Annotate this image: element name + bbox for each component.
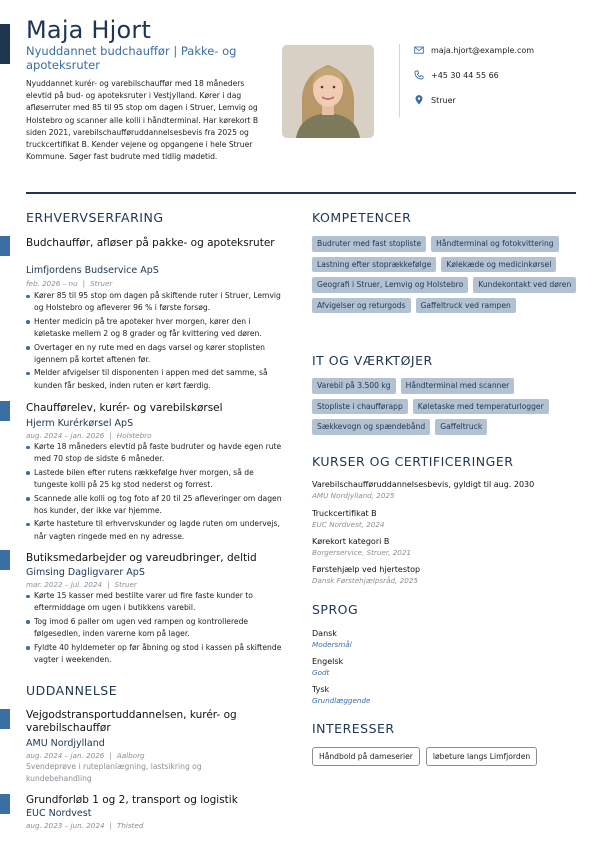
job-title: Budchauffør, afløser på pakke- og apoteksruter [26,237,275,249]
tool-tag: Stopliste i chaufførapp [312,399,408,415]
job-marker [0,550,10,570]
education-dates: aug. 2023 – jun. 2024 [26,821,105,830]
portrait-illustration [282,45,374,138]
course-meta: AMU Nordjylland, 2025 [312,491,395,500]
list-item: Kørte hasteture til erhvervskunder og lagde ruten om undervejs, når vagten ringede med en ny adresse. [26,518,284,543]
job-location: Holstebro [116,431,152,440]
skill-tag: Kølekæde og medicinkørsel [441,257,556,273]
job-dates: aug. 2024 – jan. 2026 [26,431,105,440]
map-pin-icon [414,95,424,105]
job-bullets [26,290,284,393]
section-title-education: UDDANNELSE [26,683,118,698]
education-school: AMU Nordjylland [26,738,105,749]
skill-tag: Kundekontakt ved døren [473,277,576,293]
interests-list [312,747,537,766]
tool-tag: Sækkevogn og spændebånd [312,419,430,435]
candidate-name: Maja Hjort [26,16,152,44]
section-title-tools: IT OG VÆRKTØJER [312,353,433,368]
education-school: EUC Nordvest [26,808,92,819]
job-dates: feb. 2026 – nu [26,279,78,288]
job-company: Hjerm Kurérkørsel ApS [26,418,134,429]
job-marker [0,236,10,256]
list-item: Kørte 18 måneders elevtid på faste budruter og havde egen rute med 70 stop de sidste 6 måneder. [26,441,284,466]
education-meta: aug. 2023 – jun. 2024 | Thisted [26,821,144,830]
contact-email[interactable] [414,45,534,55]
education-location: Thisted [116,821,144,830]
education-description: Svendeprøve i ruteplanlægning, lastsikring og kundebehandling [26,762,202,783]
candidate-headline: Nyuddannet budchauffør | Pakke- og apoteksruter [26,44,237,72]
job-title: Chaufførelev, kurér- og varebilskørsel [26,402,223,414]
course-item [312,508,574,530]
education-title: Vejgodstransportuddannelsen, kurér- og varebilschauffør [26,709,237,734]
job-dates: mar. 2022 – jul. 2024 [26,580,103,589]
skill-tag: Håndterminal og fotokvittering [431,236,558,252]
tool-tag: Køletaske med temperaturlogger [413,399,549,415]
course-meta: Dansk Førstehjælpsråd, 2025 [312,576,418,585]
job-location: Struer [114,580,137,589]
header-divider [26,192,576,194]
job-marker [0,401,10,421]
job-bullets [26,590,284,667]
list-item: Kørte 15 kasser med bestilte varer ud fire faste kunder to eftermiddage om ugen i butikkens varebil. [26,590,284,615]
interest-tag: løbeture langs Limfjorden [426,747,537,766]
language-item [312,684,370,706]
course-name: Varebilschaufføruddannelsesbevis, gyldigt til aug. 2030 [312,480,535,489]
header-accent-bar [0,24,10,64]
course-name: Truckcertifikat B [312,509,377,518]
course-meta: Borgerservice, Struer, 2021 [312,548,412,557]
list-item: Kører 85 til 95 stop om dagen på skiftende ruter i Struer, Lemvig og Holstebro og afleverer 96 % i første forsøg. [26,290,284,315]
language-item [312,628,352,650]
phone-icon [414,70,424,80]
course-name: Førstehjælp ved hjertestop [312,565,421,574]
tool-tag: Håndterminal med scanner [401,378,515,394]
education-dates: aug. 2024 – jan. 2026 [26,751,105,760]
section-title-courses: KURSER OG CERTIFICERINGER [312,454,514,469]
section-title-interests: INTERESSER [312,721,395,736]
language-level: Godt [312,668,330,677]
job-bullets [26,441,284,544]
email-text: maja.hjort@example.com [431,45,535,55]
contact-phone[interactable] [414,70,499,80]
skill-tag: Budruter med fast stopliste [312,236,426,252]
section-title-languages: SPROG [312,602,359,617]
language-item [312,656,343,678]
tools-tags [312,378,580,435]
education-location: Aalborg [116,751,145,760]
interest-tag: Håndbold på dameserier [312,747,420,766]
language-name: Tysk [312,685,330,694]
tool-tag: Varebil på 3.500 kg [312,378,396,394]
language-name: Dansk [312,629,337,638]
course-item [312,536,574,558]
skill-tag: Afvigelser og returgods [312,298,411,314]
job-location: Struer [90,279,113,288]
language-name: Engelsk [312,657,344,666]
list-item: Lastede bilen efter rutens rækkefølge hver morgen, så de tungeste kolli på 25 kg stod nederst og forrest. [26,467,284,492]
tool-tag: Gaffeltruck [435,419,487,435]
envelope-icon [414,45,424,55]
language-level: Grundlæggende [312,696,371,705]
education-marker [0,794,10,814]
skill-tag: Gaffeltruck ved rampen [416,298,516,314]
list-item: Overtager en ny rute med en dags varsel og kører stoplisten igennem på kortet aftenen før. [26,342,284,367]
job-meta: feb. 2026 – nu | Struer [26,279,113,288]
contact-divider [399,44,400,117]
course-name: Kørekort kategori B [312,537,390,546]
profile-summary: Nyuddannet kurér- og varebilschauffør med 18 måneders elevtid på bud- og apoteksruter i Vestjylland. Kører i dag afløserruter med 85 til 95 stop om dagen i Struer, Lemvig og Holstebro og scanner alle kolli i håndterminal. Har kørekort B siden 2021, varebilschaufføruddannelsesbevis fra 2025 og truckcertifikat B. Kender vejene og opgangene i hele Struer Kommune. Søger fast budrute med tidlig mødetid. [26,79,259,162]
course-item [312,564,574,586]
language-level: Modersmål [312,640,352,649]
list-item: Tog imod 6 paller om ugen ved rampen og kontrollerede følgesedlen, inden varerne kom på lager. [26,616,284,641]
section-title-experience: ERHVERVSERFARING [26,210,164,225]
section-title-skills: KOMPETENCER [312,210,412,225]
list-item: Scannede alle kolli og tog foto af 20 til 25 afleveringer om dagen hos kunder, der ikke var hjemme. [26,493,284,518]
phone-text: +45 30 44 55 66 [431,70,499,80]
job-company: Gimsing Dagligvarer ApS [26,567,145,578]
course-item [312,479,574,501]
contact-location [414,95,456,105]
list-item: Melder afvigelser til disponenten i appen med det samme, så kunden får besked, inden ruten er kørt færdig. [26,367,284,392]
education-title: Grundforløb 1 og 2, transport og logistik [26,794,238,806]
education-meta: aug. 2024 – jan. 2026 | Aalborg [26,751,145,760]
job-company: Limfjordens Budservice ApS [26,265,159,276]
job-title: Butiksmedarbejder og vareudbringer, deltid [26,552,257,564]
job-meta: aug. 2024 – jan. 2026 | Holstebro [26,431,152,440]
skill-tag: Geografi i Struer, Lemvig og Holstebro [312,277,468,293]
profile-photo [282,45,374,138]
course-meta: EUC Nordvest, 2024 [312,520,385,529]
education-marker [0,709,10,729]
list-item: Henter medicin på tre apoteker hver morgen, kører den i køletaske mellem 2 og 8 grader og får kvittering ved døren. [26,316,284,341]
location-text: Struer [431,95,456,105]
skills-tags [312,236,580,313]
list-item: Fyldte 40 hyldemeter op før åbning og stod i kassen på skiftende vagter i weekenden. [26,642,284,667]
job-meta: mar. 2022 – jul. 2024 | Struer [26,580,137,589]
skill-tag: Lastning efter stoprækkefølge [312,257,436,273]
